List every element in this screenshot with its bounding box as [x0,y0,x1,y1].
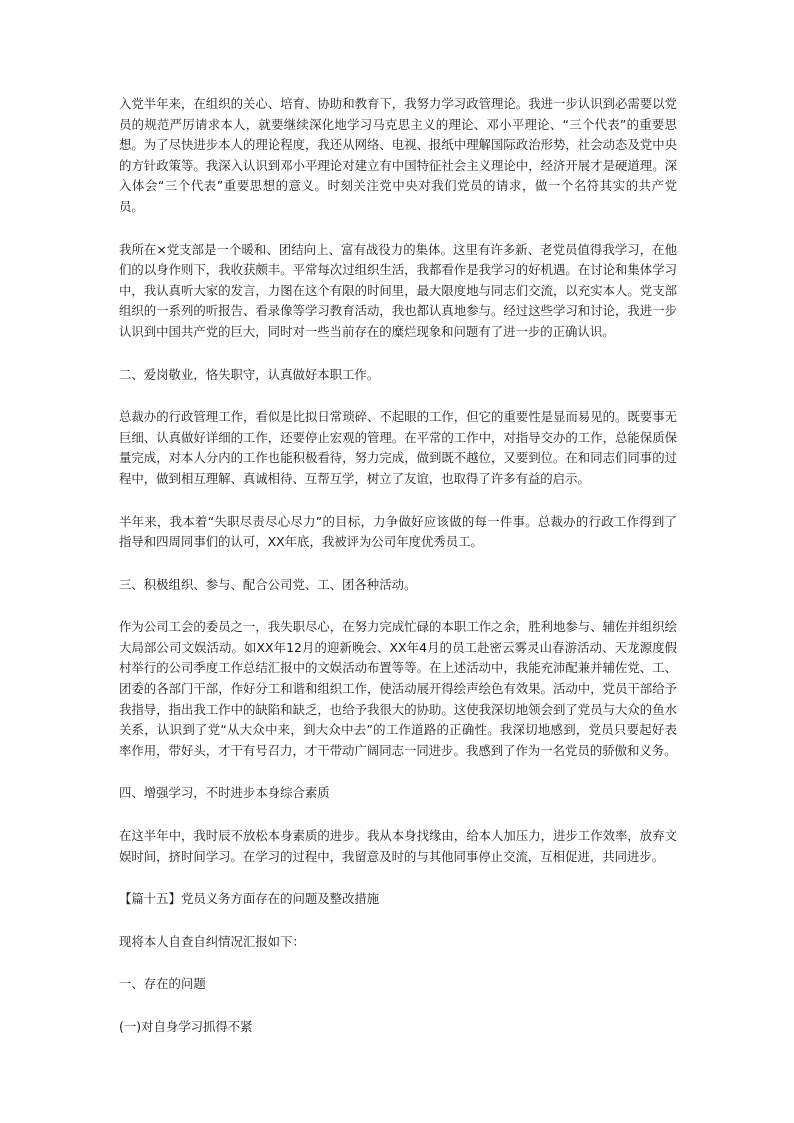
section-heading-2: 二、爱岗敬业，恪失职守，认真做好本职工作。 [119,366,380,382]
paragraph-party-branch: 我所在×党支部是一个暖和、团结向上、富有战役力的集体。这里有许多新、老党员值得我学习，在他们的以身作则下，我收获颇丰。平常每次过组织生活，我都看作是我学习的好机遇。在讨论和集体学习中，我认真听大家的发言，力图在这个有限的时间里，最大限度地与同志们交流，以充实本人。党支部组织的一系列的听报告、看录像等学习教育活动，我也都认真地参与。经过这些学习和讨论，我进一步认识到中国共产党的巨大，同时对一些当前存在的糜烂现象和问题有了进一步的正确认识。 [119,241,677,339]
report-intro: 现将本人自查自纠情况汇报如下： [119,933,305,949]
document-body [119,94,677,1060]
paragraph-party-study: 入党半年来，在组织的关心、培育、协助和教育下，我努力学习政管理论。我进一步认识到必需要以党员的规范严厉请求本人，就要继续深化地学习马克思主义的理论、邓小平理论、“三个代表”的重要思想。为了尽快进步本人的理论程度，我还从网络、电视、报纸中理解国际政治形势，社会动态及党中央的方针政策等。我深入认识到邓小平理论对建立有中国特征社会主义理论中，经济开展才是硬道理。深入体会“三个代表”重要思想的意义。时刻关注党中央对我们党员的请求，做一个名符其实的共产党员。 [119,96,677,214]
section-heading-problems: 一、存在的问题 [119,976,206,992]
paragraph-half-year: 半年来，我本着“失职尽责尽心尽力”的目标，力争做好应该做的每一件事。总裁办的行政工作得到了指导和四周同事们的认可，XX年底，我被评为公司年度优秀员工。 [119,513,677,550]
paragraph-admin-work: 总裁办的行政管理工作，看似是比拟日常琐碎、不起眼的工作，但它的重要性是显而易见的。既要事无巨细、认真做好详细的工作，还要停止宏观的管理。在平常的工作中，对指导交办的工作，总能保质保量完成，对本人分内的工作也能积极看待，努力完成，做到既不越位，又要到位。在和同志们同事的过程中，做到相互理解、真诚相待、互帮互学，树立了友谊，也取得了许多有益的启示。 [119,409,677,486]
section-heading-4: 四、增强学习，不时进步本身综合素质 [119,785,330,801]
paragraph-union-activities: 作为公司工会的委员之一，我失职尽心，在努力完成忙碌的本职工作之余，胜利地参与、辅佐并组织绘大局部公司文娱活动。如XX年12月的迎新晚会、XX年4月的员工赴密云雾灵山春游活动、天龙源度假村举行的公司季度工作总结汇报中的文娱活动布置等等。在上述活动中，我能充沛配兼并辅佐党、工、团委的各部门干部，作好分工和谐和组织工作，使活动展开得绘声绘色有效果。活动中，党员干部给予我指导，指出我工作中的缺陷和缺乏，也给予我很大的协助。这使我深切地领会到了党员与大众的鱼水关系，认识到了党“从大众中来，到大众中去”的工作道路的正确性。我深切地感到，党员只要起好表率作用，带好头，才干有号召力，才干带动广阔同志一同进步。我感到了作为一名党员的骄傲和义务。 [119,619,677,758]
paragraph-self-improvement: 在这半年中，我时辰不放松本身素质的进步。我从本身找缘由，给本人加压力，进步工作效率，放弃文娱时间，挤时间学习。在学习的过程中，我留意及时的与其他同事停止交流，互相促进，共同进步。 [119,828,677,864]
section-heading-3: 三、积极组织、参与、配合公司党、工、团各种活动。 [119,576,417,592]
subsection-heading-1: (一)对自身学习抓得不紧 [119,1019,253,1034]
article-title-fifteen: 【篇十五】党员义务方面存在的问题及整改措施 [119,891,380,907]
